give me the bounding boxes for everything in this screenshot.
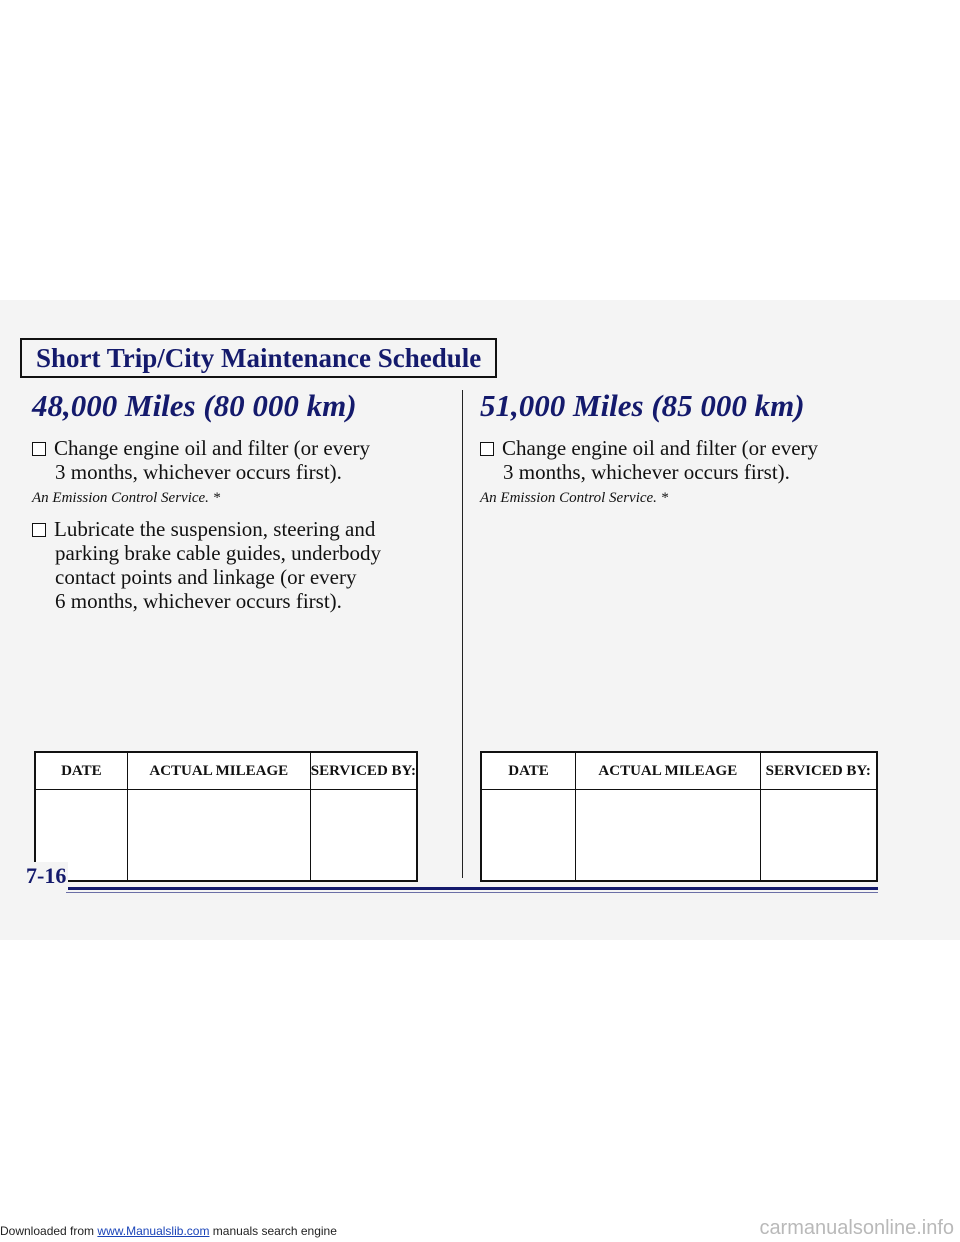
emission-note: An Emission Control Service. * xyxy=(480,490,669,506)
service-record-table-right xyxy=(480,751,878,882)
left-column xyxy=(32,386,452,613)
left-task-2 xyxy=(32,517,452,613)
column-divider xyxy=(462,390,463,878)
task-text-cont: 3 months, whichever occurs first). xyxy=(55,460,342,484)
task-text-cont: contact points and linkage (or every xyxy=(55,565,357,589)
mileage-cell[interactable] xyxy=(576,790,761,882)
right-task-1 xyxy=(480,436,900,484)
col-serviced-header: SERVICED BY: xyxy=(310,752,417,790)
section-header-title: Short Trip/City Maintenance Schedule xyxy=(36,342,482,373)
serviced-cell[interactable] xyxy=(310,790,417,882)
task-text: Change engine oil and filter (or every xyxy=(54,436,371,460)
watermark: carmanualsonline.info xyxy=(759,1217,954,1239)
footer-link[interactable]: www.Manualslib.com xyxy=(97,1224,210,1238)
task-text: Lubricate the suspension, steering and xyxy=(54,517,376,541)
checkbox-icon[interactable] xyxy=(32,442,46,456)
footer-suffix: manuals search engine xyxy=(212,1224,337,1238)
right-mileage-title: 51,000 Miles (85 000 km) xyxy=(480,388,805,423)
section-header xyxy=(20,338,497,378)
col-date-header: DATE xyxy=(481,752,576,790)
col-date-header: DATE xyxy=(35,752,127,790)
page-rule xyxy=(66,887,878,890)
page-rule-thin xyxy=(66,892,878,893)
date-cell[interactable] xyxy=(481,790,576,882)
col-serviced-header: SERVICED BY: xyxy=(760,752,877,790)
mileage-cell[interactable] xyxy=(127,790,310,882)
download-footer xyxy=(0,1224,337,1238)
col-mileage-header: ACTUAL MILEAGE xyxy=(576,752,761,790)
service-record-table-left xyxy=(34,751,418,882)
task-text-cont: parking brake cable guides, underbody xyxy=(55,541,381,565)
footer-prefix: Downloaded from xyxy=(0,1224,95,1238)
serviced-cell[interactable] xyxy=(760,790,877,882)
left-task-1 xyxy=(32,436,452,484)
left-mileage-title: 48,000 Miles (80 000 km) xyxy=(32,388,357,423)
checkbox-icon[interactable] xyxy=(480,442,494,456)
task-text-cont: 6 months, whichever occurs first). xyxy=(55,589,342,613)
task-text-cont: 3 months, whichever occurs first). xyxy=(503,460,790,484)
page-number: 7-16 xyxy=(26,863,67,888)
task-text: Change engine oil and filter (or every xyxy=(502,436,819,460)
right-column xyxy=(480,386,900,515)
emission-note: An Emission Control Service. * xyxy=(32,490,221,506)
checkbox-icon[interactable] xyxy=(32,523,46,537)
col-mileage-header: ACTUAL MILEAGE xyxy=(127,752,310,790)
